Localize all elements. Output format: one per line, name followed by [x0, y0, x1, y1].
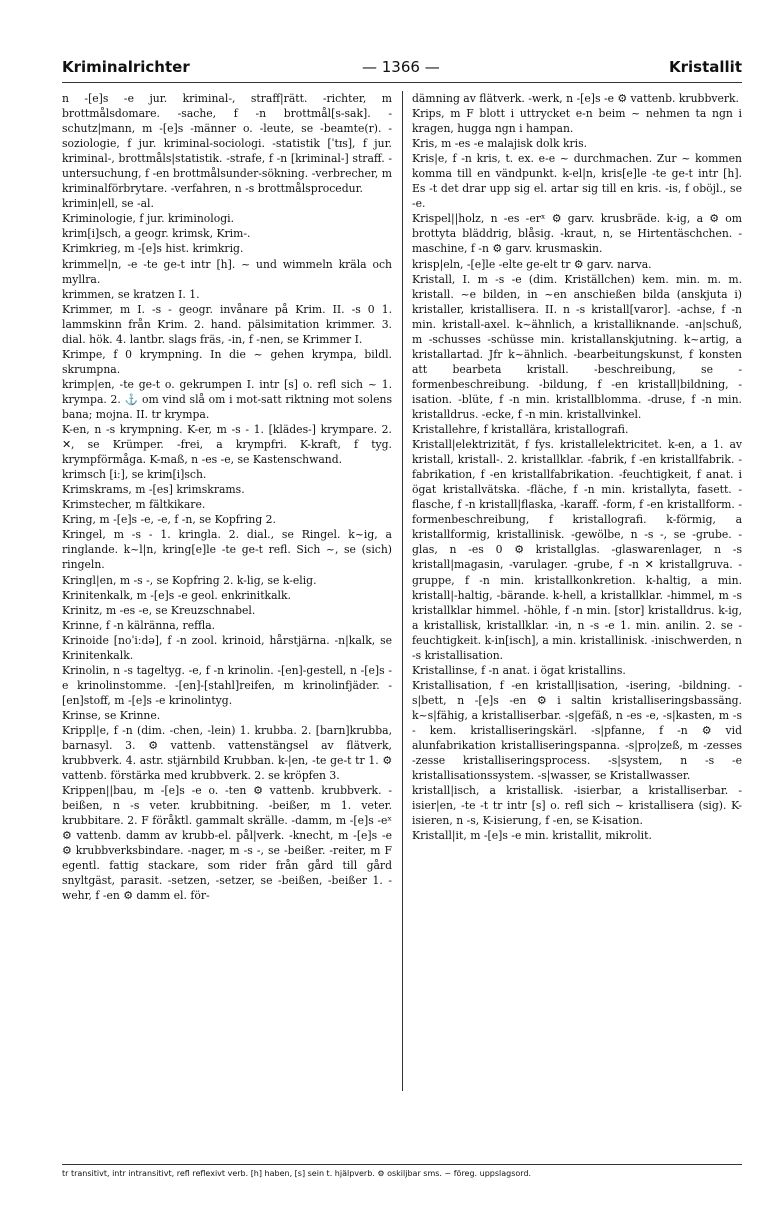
right-column [412, 91, 742, 843]
dictionary-entry: Kristall|it, m -[e]s -e min. kristallit, mikrolit. [412, 829, 652, 843]
dictionary-entry: krisp|eln, -[e]le -elte ge-elt tr ⚙ garv. narva. [412, 257, 652, 271]
dictionary-entry: Krinoide [noˈiːdə], f -n zool. krinoid, hårstjärna. -n|kalk, se Krinitenkalk. [62, 633, 392, 662]
dictionary-entry: n -[e]s -e jur. kriminal-, straff|rätt. -richter, m brottmålsdomare. -sache, f -n brottmål[s-sak]. -schutz|mann, m -[e]s -männer o. -leute, se -beamte(r). -soziologie, f jur. kriminal-sociologi. -statistik [ˈtɪs], f jur. kriminal-, brottmåls|statistik. -strafe, f -n [kriminal-] straff. -untersuchung, f -en brottmålsunder-sökning. -verbrecher, m kriminalförbrytare. -verfahren, n -s brottmålsprocedur. [62, 92, 392, 196]
dictionary-entry: Kring, m -[e]s -e, -e, f -n, se Kopfring 2. [62, 513, 276, 527]
page-number: — 1366 — [362, 58, 440, 76]
page-header [62, 58, 742, 84]
dictionary-entry: Krimmer, m I. -s - geogr. invånare på Krim. II. -s 0 1. lammskinn från Krim. 2. hand. pälsimitation krimmer. 3. dial. hök. 4. lantbr. slags fräs, -in, f -nen, se Krimmer I. [62, 302, 392, 346]
dictionary-entry: Kristallehre, f kristallära, kristallografi. [412, 423, 629, 437]
dictionary-entry: krimsch [iː], se krim[i]sch. [62, 468, 207, 482]
dictionary-entry: krimp|en, -te ge-t o. gekrumpen I. intr [s] o. refl sich ~ 1. krympa. 2. ⚓ om vind slå om i mot-satt riktning mot solens bana; mojna. II. tr krympa. [62, 377, 392, 421]
dictionary-entry: krimmen, se kratzen I. 1. [62, 287, 200, 301]
dictionary-entry: Kristallinse, f -n anat. i ögat kristallins. [412, 663, 626, 677]
columns [62, 91, 742, 1091]
dictionary-entry: Kringel, m -s - 1. kringla. 2. dial., se Ringel. k~ig, a ringlande. k~l|n, kring[e]le -te ge-t refl. Sich ~, se (sich) ringeln. [62, 528, 392, 572]
dictionary-entry: Kris|e, f -n kris, t. ex. e-e ~ durchmachen. Zur ~ kommen komma till en vändpunkt. k-el|n, kris[e]le -te ge-t intr [h]. Es -t det drar upp sig el. artar sig till en kris. -is, f oböjl., se -e. [412, 152, 742, 211]
footer-rule [62, 1164, 742, 1165]
dictionary-entry: Krips, m F blott i uttrycket e-n beim ~ nehmen ta ngn i kragen, hugga ngn i hampan. [412, 107, 742, 136]
dictionary-entry: Kristallisation, f -en kristall|isation, -isering, -bildning. -s|bett, n -[e]s -en ⚙ i saltin kristalliseringsbassäng. k~s|fähig, a kristalliserbar. -s|gefäß, n -es -e, -s|kasten, m -s - kem. kristalliseringskärl. -s|pfanne, f -n ⚙ vid alunfabrikation kristalliseringspanna. -s|pro|zeß, m -zesses -zesse kristalliseringsprocess. -s|system, n -s -e kristallisationssystem. -s|wasser, se Kristallwasser. [412, 678, 742, 783]
dictionary-entry: Kris, m -es -e malajisk dolk kris. [412, 137, 588, 151]
dictionary-entry: Krispel||holz, n -es -erˣ ⚙ garv. krusbräde. k-ig, a ⚙ om brottyta bläddrig, blåsig. -kraut, n, se Hirtentäschchen. -maschine, f -n ⚙ garv. krusmaskin. [412, 212, 742, 256]
dictionary-entry: dämning av flätverk. -werk, n -[e]s -e ⚙ vattenb. krubbverk. [412, 92, 739, 105]
dictionary-entry: krimmel|n, -e -te ge-t intr [h]. ~ und wimmeln kräla och myllra. [62, 257, 392, 286]
dictionary-entry: Krimpe, f 0 krympning. In die ~ gehen krympa, bildl. skrumpna. [62, 347, 392, 376]
left-column [62, 91, 392, 904]
dictionary-entry: Krinne, f -n kälränna, reffla. [62, 618, 216, 632]
header-right-guideword: Kristallit [669, 58, 742, 76]
dictionary-entry: Krinse, se Krinne. [62, 708, 161, 722]
dictionary-entry: Krimkrieg, m -[e]s hist. krimkrig. [62, 242, 244, 256]
dictionary-entry: Kristall, I. m -s -e (dim. Kriställchen) kem. min. m. m. kristall. ~e bilden, in ~en anschießen bilda (anskjuta i) kristaller, kristallisera. II. n -s kristall[varor]. -achse, f -n min. kristall-axel. k~ähnlich, a kristalliknande. -an|schuß, m -schusses -schüsse min. kristallanskjutning. k~artig, a kristallartad. Jfr k~ähnlich. -bearbeitungskunst, f konsten att bearbeta kristall. -beschreibung, se -formenbeschreibung. -bildung, f -en kristall|bildning, -isation. -blüte, f -n min. kristallblomma. -druse, f -n min. kristalldrus. -ecke, f -n min. kristallvinkel. [412, 272, 742, 421]
dictionary-entry: Kriminologie, f jur. kriminologi. [62, 212, 235, 226]
header-rule [62, 82, 742, 83]
dictionary-entry: Kristall|elektrizität, f fys. kristallelektricitet. k-en, a 1. av kristall, kristall-. 2. kristallklar. -fabrik, f -en kristallfabrik. -fabrikation, f -en kristallfabrikation. -feuchtigkeit, f anat. i ögat kristallvätska. -fläche, f -n min. kristallyta, fasett. -flasche, f -n kristall|flaska, -karaff. -form, f -en kristallform. -formenbeschreibung, f kristallografi. k-förmig, a kristallformig, kristallinisk. -gewölbe, n -s -, se -grube. -glas, n -es 0 ⚙ kristallglas. -glaswarenlager, n -s kristall|magasin, -varulager. -grube, f -n ✕ kristallgruva. -gruppe, f -n min. kristallkonkretion. k-haltig, a min. kristall|-haltig, -bärande. k-hell, a kristallklar. -himmel, m -s kristallklar himmel. -höhle, f -n min. [stor] kristalldrus. k-ig, a kristallisk, kristallklar. -in, n -s -e 1. min. anilin. 2. se -feuchtigkeit. k-in[isch], a min. kristallinisk. -inischwerden, n -s kristallisation. [412, 438, 742, 662]
dictionary-entry: Krimstecher, m fältkikare. [62, 498, 206, 512]
dictionary-entry: K-en, n -s krympning. K-er, m -s - 1. [klädes-] krympare. 2. ✕, se Krümper. -frei, a krympfri. K-kraft, f tyg. krympförmåga. K-maß, n -es -e, se Kastenschwand. [62, 423, 392, 467]
dictionary-entry: Krinitz, m -es -e, se Kreuzschnabel. [62, 603, 256, 617]
dictionary-page [62, 58, 742, 1178]
dictionary-entry: Krinolin, n -s tageltyg. -e, f -n krinolin. -[en]-gestell, n -[e]s -e krinolinstomme. -[en]-[stahl]reifen, m krinolinfjäder. -[en]stoff, m -[e]s -e krinolintyg. [62, 663, 392, 707]
dictionary-entry: Kringl|en, m -s -, se Kopfring 2. k-lig, se k-elig. [62, 573, 317, 587]
dictionary-entry: krim[i]sch, a geogr. krimsk, Krim-. [62, 227, 251, 241]
dictionary-entry: kristall|isch, a kristallisk. -isierbar, a kristalliserbar. -isier|en, -te -t tr intr [s] o. refl sich ~ kristallisera (sig). K-isieren, n -s, K-isierung, f -en, se K-isation. [412, 784, 742, 828]
abbreviation-key: tr transitivt, intr intransitivt, refl reflexivt verb. [h] haben, [s] sein t. hjälpverb. ⚙ oskiljbar sms. ~ föreg. uppslagsord. [62, 1169, 532, 1178]
dictionary-entry: krimin|ell, se -al. [62, 197, 154, 211]
dictionary-entry: Krippen||bau, m -[e]s -e o. -ten ⚙ vattenb. krubbverk. -beißen, n -s veter. krubbitning. -beißer, m 1. veter. krubbitare. 2. F föråktl. gammalt skrälle. -damm, m -[e]s -eˣ ⚙ vattenb. damm av krubb-el. pål|verk. -knecht, m -[e]s -e ⚙ krubbverksbindare. -nager, m -s -, se -beißer. -reiter, m F egentl. fattig stackare, som rider från gård till gård snyltgäst, parasit. -setzen, -setzer, se -beißen, -beißer 1. -wehr, f -en ⚙ damm el. för- [62, 784, 392, 903]
header-left-guideword: Kriminalrichter [62, 58, 190, 76]
dictionary-entry: Krippl|e, f -n (dim. -chen, -lein) 1. krubba. 2. [barn]krubba, barnasyl. 3. ⚙ vattenb. vattenstängsel av flätverk, krubbverk. 4. astr. stjärnbild Krubban. k-|en, -te ge-t tr 1. ⚙ vattenb. förstärka med krubbverk. 2. se kröpfen 3. [62, 723, 392, 783]
dictionary-entry: Krinitenkalk, m -[e]s -e geol. enkrinitkalk. [62, 588, 291, 602]
dictionary-entry: Krimskrams, m -[es] krimskrams. [62, 483, 245, 497]
column-separator [402, 91, 403, 1091]
